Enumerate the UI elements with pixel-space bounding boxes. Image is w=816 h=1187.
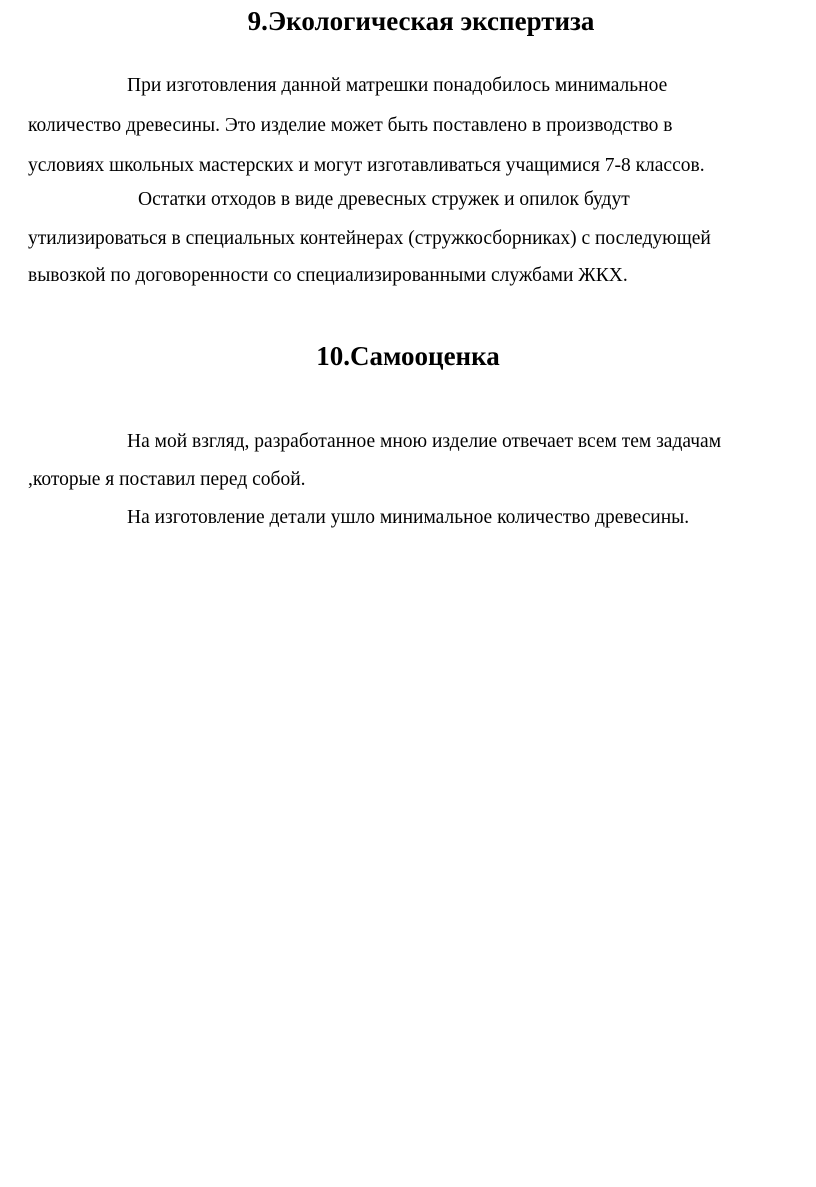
section-9-line-1: При изготовления данной матрешки понадобилось минимальное [127,75,668,96]
section-10-line-1: На мой взгляд, разработанное мною изделие отвечает всем тем задачам [127,431,722,452]
section-9-heading: 9.Экологическая экспертиза [247,6,595,36]
section-9-line-4: Остатки отходов в виде древесных стружек и опилок будут [138,189,630,210]
section-9-line-6: вывозкой по договоренности со специализированными службами ЖКХ. [28,265,628,286]
section-10-line-3: На изготовление детали ушло минимальное количество древесины. [127,507,690,528]
section-9-line-5: утилизироваться в специальных контейнерах (стружкосборниках) с последующей [28,228,711,249]
section-10-line-2: ,которые я поставил перед собой. [28,469,306,490]
section-9-line-3: условиях школьных мастерских и могут изготавливаться учащимися 7-8 классов. [28,155,705,176]
section-9-line-2: количество древесины. Это изделие может быть поставлено в производство в [28,115,673,136]
section-10-heading: 10.Самооценка [316,341,500,371]
